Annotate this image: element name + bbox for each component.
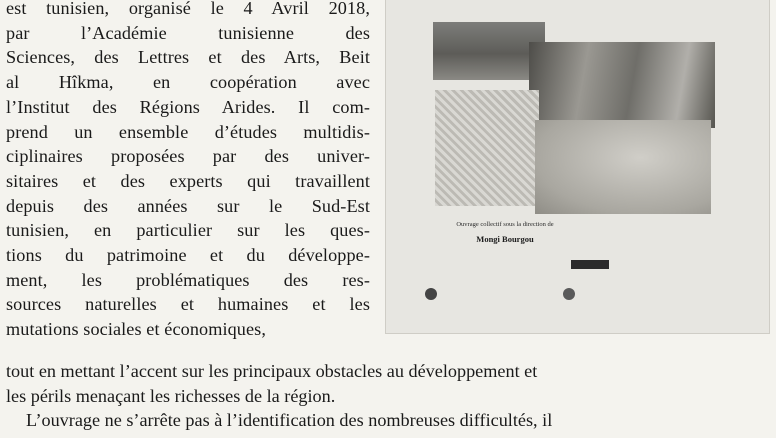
text-line: sources naturelles et humaines et les bbox=[6, 294, 370, 315]
text-line: prend un ensemble d’études multidis- bbox=[6, 121, 370, 142]
text-line: tions du patrimoine et du développe- bbox=[6, 245, 370, 266]
book-cover-image bbox=[385, 0, 770, 334]
text-line: tout en mettant l’accent sur les principaux obstacles au développement et bbox=[6, 361, 538, 381]
article-full-width-text bbox=[6, 359, 770, 433]
text-line: mutations sociales et économiques, bbox=[6, 319, 266, 340]
text-line: sitaires et des experts qui travaillent bbox=[6, 170, 370, 191]
text-line: les périls menaçant les richesses de la région. bbox=[6, 385, 336, 406]
cover-publisher-bar bbox=[571, 260, 609, 269]
cover-editor-name: Mongi Bourgou bbox=[476, 234, 534, 244]
institution-logo-icon bbox=[563, 288, 575, 300]
institution-logo-icon bbox=[425, 288, 437, 300]
text-line: ment, les problématiques des res- bbox=[6, 269, 370, 290]
cover-photo bbox=[529, 42, 715, 128]
text-line: ciplinaires proposées par des univer- bbox=[6, 146, 370, 167]
text-line: tunisien, en particulier sur les ques- bbox=[6, 220, 370, 241]
text-line: est tunisien, organisé le 4 Avril 2018, bbox=[6, 0, 370, 18]
cover-title-strip bbox=[425, 0, 725, 8]
text-line: l’Institut des Régions Arides. Il com- bbox=[6, 96, 370, 117]
text-line: par l’Académie tunisienne des bbox=[6, 22, 370, 43]
text-line: Sciences, des Lettres et des Arts, Beit bbox=[6, 47, 370, 68]
text-line: al Hîkma, en coopération avec bbox=[6, 72, 370, 93]
cover-caption: Ouvrage collectif sous la direction de bbox=[456, 221, 554, 228]
cover-photo-collage bbox=[433, 22, 715, 210]
cover-photo bbox=[535, 120, 711, 214]
article-column-text bbox=[6, 0, 370, 342]
text-line: depuis des années sur le Sud-Est bbox=[6, 195, 370, 216]
cover-map-photo bbox=[435, 90, 539, 206]
text-line: L’ouvrage ne s’arrête pas à l’identification des nombreuses difficultés, il bbox=[26, 410, 553, 431]
